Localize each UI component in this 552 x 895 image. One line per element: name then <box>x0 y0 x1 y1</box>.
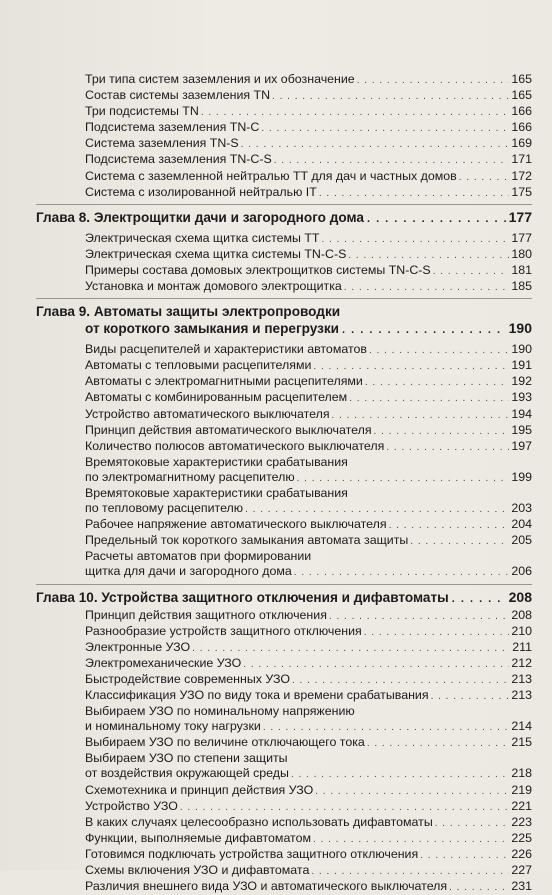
entry-page: 197 <box>511 438 532 453</box>
toc-group-chapter-10 <box>36 589 532 895</box>
entry-page: 194 <box>511 406 532 421</box>
entry-title: Электронные УЗО <box>85 639 191 654</box>
table-of-contents <box>36 72 532 895</box>
chapter-title-line1: Глава 9. Автоматы защиты электропроводки <box>36 304 341 320</box>
toc-entry[interactable] <box>36 104 532 120</box>
chapter-title: Глава 10. Устройства защитного отключения и дифавтоматы <box>36 589 449 605</box>
leader-dots <box>180 800 509 815</box>
entry-title-line1: Выбираем УЗО по степени защиты <box>85 751 288 766</box>
entry-page: 214 <box>511 719 532 734</box>
entry-page: 213 <box>511 688 532 702</box>
entry-title: Состав системы заземления TN <box>85 88 271 103</box>
entry-title: Установка и монтаж домового электрощитка <box>85 279 342 294</box>
chapter-page: 177 <box>508 208 532 225</box>
leader-dots <box>452 591 506 608</box>
leader-dots <box>389 518 510 533</box>
entry-title: Автоматы с тепловыми расцепителями <box>85 358 312 373</box>
entry-page: 166 <box>511 120 532 135</box>
entry-page: 191 <box>511 358 532 373</box>
divider <box>36 204 532 205</box>
entry-title-line1: Выбираем УЗО по номинальному напряжению <box>85 704 355 719</box>
entry-page: 215 <box>511 735 532 750</box>
entry-title: Классификация УЗО по виду тока и времени срабатывания <box>85 688 429 702</box>
entry-page: 165 <box>511 88 532 103</box>
entry-page: 181 <box>511 262 532 277</box>
entry-page: 192 <box>511 374 532 389</box>
toc-entry[interactable] <box>36 88 532 104</box>
toc-entry[interactable] <box>36 263 532 279</box>
entry-title: Три типа систем заземления и их обозначение <box>85 72 355 86</box>
entry-page: 165 <box>511 72 532 86</box>
entry-title: Подсистема заземления TN-C <box>85 120 260 135</box>
entry-page: 180 <box>511 246 532 261</box>
toc-entry[interactable] <box>36 608 532 624</box>
entry-title: Количество полюсов автоматического выключателя <box>85 438 385 453</box>
entry-title: Разнообразие устройств защитного отключения <box>85 623 362 638</box>
chapter-heading[interactable] <box>36 589 532 608</box>
toc-entry[interactable] <box>36 783 532 799</box>
entry-title-line2: от воздействия окружающей среды <box>85 766 289 781</box>
toc-entry[interactable] <box>36 847 532 863</box>
toc-entry[interactable] <box>36 486 532 517</box>
toc-entry[interactable] <box>36 374 532 390</box>
entry-page: 190 <box>511 342 532 357</box>
entry-page: 206 <box>511 564 532 579</box>
toc-entry[interactable] <box>36 815 532 831</box>
leader-dots <box>201 105 510 120</box>
entry-title: Схемы включения УЗО и дифавтомата <box>85 863 310 878</box>
chapter-title: Глава 8. Электрощитки дачи и загородного дома <box>36 209 364 225</box>
toc-entry[interactable] <box>36 640 532 656</box>
leader-dots <box>349 391 509 406</box>
entry-page: 169 <box>511 136 532 151</box>
leader-dots <box>365 375 509 390</box>
leader-dots <box>319 186 509 201</box>
toc-entry[interactable] <box>36 407 532 423</box>
entry-page: 177 <box>511 230 532 245</box>
leader-dots <box>245 502 509 517</box>
toc-entry[interactable] <box>36 624 532 640</box>
toc-entry[interactable] <box>36 152 532 168</box>
toc-entry[interactable] <box>36 247 532 263</box>
leader-dots <box>311 864 509 879</box>
entry-page: 210 <box>511 623 532 638</box>
entry-title: Предельный ток короткого замыкания автомата защиты <box>85 533 409 548</box>
leader-dots <box>433 264 510 279</box>
toc-entry[interactable] <box>36 656 532 672</box>
toc-group-chapter-9 <box>36 303 532 580</box>
leader-dots <box>192 641 510 656</box>
toc-entry[interactable] <box>36 735 532 751</box>
toc-entry[interactable] <box>36 549 532 580</box>
leader-dots <box>315 784 509 799</box>
leader-dots <box>291 767 509 782</box>
entry-page: 212 <box>511 655 532 670</box>
entry-title: Автоматы с электромагнитными расцепителями <box>85 374 363 389</box>
toc-entry[interactable] <box>36 390 532 406</box>
chapter-heading[interactable] <box>36 303 532 339</box>
leader-dots <box>367 736 510 751</box>
entry-title-line2: щитка для дачи и загородного дома <box>85 564 292 579</box>
leader-dots <box>374 424 510 439</box>
entry-title: Электрическая схема щитка системы TN-C-S <box>85 246 347 261</box>
leader-dots <box>367 211 506 228</box>
toc-entry[interactable] <box>36 342 532 358</box>
leader-dots <box>344 280 510 295</box>
toc-group-chapter-8 <box>36 209 532 295</box>
leader-dots <box>435 816 510 831</box>
toc-group-grounding <box>36 72 532 201</box>
entry-page: 204 <box>511 517 532 532</box>
leader-dots <box>332 408 510 423</box>
entry-page: 199 <box>511 469 532 484</box>
entry-page: 175 <box>511 184 532 199</box>
entry-title-line2: и номинальному току нагрузки <box>85 719 261 734</box>
leader-dots <box>348 248 509 263</box>
entry-title: Система заземления TN-S <box>85 136 239 151</box>
toc-entry[interactable] <box>36 423 532 439</box>
entry-page: 208 <box>511 607 532 622</box>
toc-entry[interactable] <box>36 863 532 879</box>
leader-dots <box>459 170 510 185</box>
entry-title: Функции, выполняемые дифавтоматом <box>85 830 312 845</box>
entry-title-line2: по электромагнитному расцепителю <box>85 469 295 484</box>
leader-dots <box>313 832 509 847</box>
entry-page: 205 <box>511 533 532 548</box>
toc-entry[interactable] <box>36 751 532 782</box>
toc-entry[interactable] <box>36 688 532 704</box>
leader-dots <box>263 720 509 735</box>
entry-title: Электромеханические УЗО <box>85 655 242 670</box>
leader-dots <box>241 137 510 152</box>
entry-page: 218 <box>511 766 532 781</box>
entry-title: Схемотехника и принцип действия УЗО <box>85 782 314 797</box>
entry-title: Примеры состава домовых электрощитков системы TN-C-S <box>85 262 431 277</box>
entry-page: 193 <box>511 390 532 405</box>
toc-entry[interactable] <box>36 279 532 295</box>
entry-title: Три подсистемы TN <box>85 104 199 119</box>
leader-dots <box>243 657 509 672</box>
toc-entry[interactable] <box>36 136 532 152</box>
entry-title: Система с заземленной нейтралью TT для дач и частных домов <box>85 168 457 183</box>
chapter-title-line2: от короткого замыкания и перегрузки <box>85 321 340 337</box>
leader-dots <box>297 471 510 486</box>
entry-page: 195 <box>511 422 532 437</box>
entry-title: Принцип действия защитного отключения <box>85 607 327 622</box>
leader-dots <box>294 565 510 580</box>
toc-entry[interactable] <box>36 120 532 136</box>
entry-page: 211 <box>512 639 532 654</box>
leader-dots <box>369 343 509 358</box>
leader-dots <box>431 689 510 704</box>
entry-page: 221 <box>511 798 532 813</box>
toc-entry[interactable] <box>36 169 532 185</box>
toc-entry[interactable] <box>36 517 532 533</box>
leader-dots <box>329 609 509 624</box>
toc-entry[interactable] <box>36 231 532 247</box>
entry-page: 231 <box>511 879 532 894</box>
entry-page: 225 <box>511 830 532 845</box>
entry-page: 219 <box>511 782 532 797</box>
entry-title-line1: Расчеты автоматов при формировании <box>85 549 312 564</box>
entry-page: 226 <box>511 846 532 861</box>
toc-entry[interactable] <box>36 439 532 455</box>
divider <box>36 298 532 299</box>
toc-entry[interactable] <box>36 672 532 688</box>
toc-entry[interactable] <box>36 358 532 374</box>
leader-dots <box>322 232 510 247</box>
entry-page: 203 <box>511 501 532 516</box>
leader-dots <box>272 89 509 104</box>
entry-title: Устройство автоматического выключателя <box>85 406 330 421</box>
entry-title: Подсистема заземления TN-C-S <box>85 152 272 167</box>
entry-title-line2: по тепловому расцепителю <box>85 501 244 516</box>
entry-page: 223 <box>511 814 532 829</box>
divider <box>36 584 532 585</box>
leader-dots <box>342 322 506 339</box>
entry-title: В каких случаях целесообразно использовать дифавтоматы <box>85 814 433 829</box>
toc-entry[interactable] <box>36 455 532 486</box>
entry-title: Быстродействие современных УЗО <box>85 671 290 686</box>
entry-page: 185 <box>511 279 532 294</box>
leader-dots <box>449 880 509 895</box>
toc-entry[interactable] <box>36 185 532 201</box>
toc-entry[interactable] <box>36 704 532 735</box>
leader-dots <box>313 359 509 374</box>
chapter-page: 190 <box>508 320 532 337</box>
leader-dots <box>292 673 509 688</box>
entry-title: Автоматы с комбинированным расцепителем <box>85 390 348 405</box>
entry-page: 172 <box>511 168 532 183</box>
entry-title: Виды расцепителей и характеристики автоматов <box>85 342 367 357</box>
entry-page: 166 <box>511 104 532 119</box>
entry-title: Рабочее напряжение автоматического выключателя <box>85 517 387 532</box>
entry-page: 171 <box>511 152 532 167</box>
leader-dots <box>420 848 509 863</box>
leader-dots <box>386 440 509 455</box>
toc-entry[interactable] <box>36 879 532 895</box>
entry-title: Готовимся подключать устройства защитного отключения <box>85 846 419 861</box>
entry-page: 213 <box>511 671 532 686</box>
entry-title-line1: Времятоковые характеристики срабатывания <box>85 485 348 500</box>
entry-title: Электрическая схема щитка системы TT <box>85 230 320 245</box>
entry-title: Система с изолированной нейтралью IT <box>85 184 317 199</box>
leader-dots <box>274 153 510 168</box>
entry-title: Выбираем УЗО по величине отключающего тока <box>85 735 365 750</box>
leader-dots <box>410 534 509 549</box>
toc-entry[interactable] <box>36 799 532 815</box>
leader-dots <box>364 625 510 640</box>
toc-entry[interactable] <box>36 831 532 847</box>
entry-title: Устройство УЗО <box>85 798 178 813</box>
entry-page: 227 <box>511 863 532 878</box>
entry-title: Принцип действия автоматического выключателя <box>85 422 372 437</box>
leader-dots <box>261 121 509 136</box>
chapter-page: 208 <box>508 588 532 605</box>
entry-title-line1: Времятоковые характеристики срабатывания <box>85 454 348 469</box>
toc-entry[interactable] <box>36 533 532 549</box>
leader-dots <box>357 73 510 88</box>
chapter-heading[interactable] <box>36 209 532 228</box>
entry-title: Различия внешнего вида УЗО и автоматического выключателя <box>85 879 448 894</box>
toc-entry[interactable] <box>36 72 532 88</box>
